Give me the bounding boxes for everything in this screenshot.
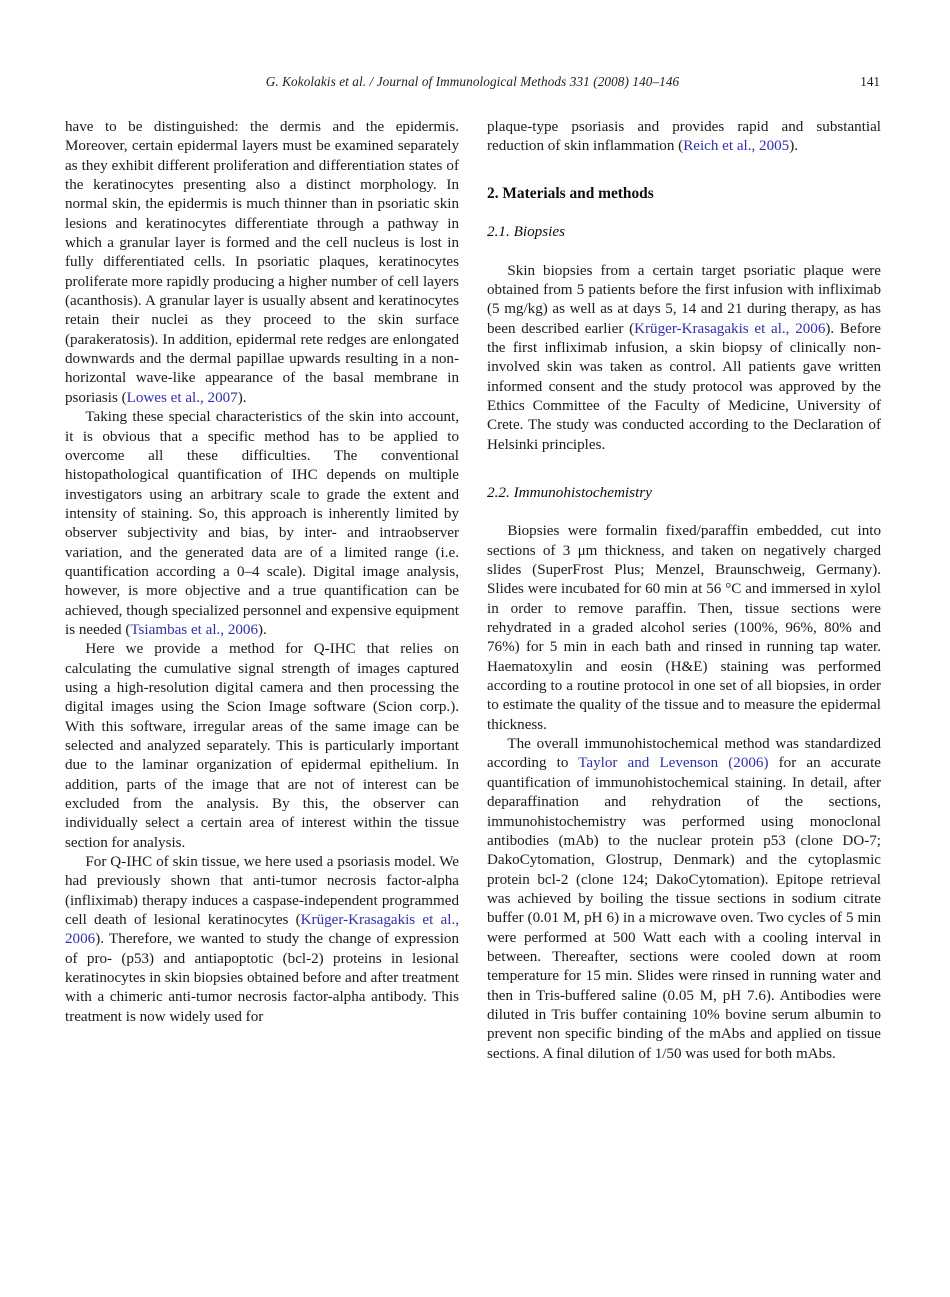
citation-link[interactable]: Tsiambas et al., 2006 <box>130 621 259 638</box>
paragraph-p-biopsies-formalin: Biopsies were formalin fixed/paraffin embedded, cut into sections of 3 μm thickness, and taken on negatively charged slides (SuperFrost Plus; Menzel, Braunschweig, Germany). Slides were incubated for 60 min at 56 °C and immersed in xylol in order to remove paraffin. Then, tissue sections were rehydrated in a graded alcohol series (100%, 96%, 80% and 76%) for 5 min in each bath and rinsed in running tap water. Haematoxylin and eosin (H&E) staining was performed according to a routine protocol in one set of all biopsies, in order to estimate the quality of the tissue and to measure the epidermal thickness. <box>487 523 881 733</box>
citation-link[interactable]: Krüger-Krasagakis et al., 2006 <box>65 912 459 948</box>
subsection-heading-2: 2.2. Immunohistochemistry <box>487 483 652 501</box>
citation-link[interactable]: Taylor and Levenson (2006) <box>578 755 769 772</box>
right-column <box>487 118 881 1064</box>
subsection-spacer-after <box>487 242 881 262</box>
section-spacer-before <box>487 157 881 184</box>
page-number: 141 <box>860 74 880 89</box>
running-head-text: G. Kokolakis et al. / Journal of Immunological Methods 331 (2008) 140–146 <box>265 74 680 89</box>
paragraph-p-epidermis: have to be distinguished: the dermis and the epidermis. Moreover, certain epidermal layers must be examined separately as they exhibit different proliferation and differentiation states of the keratinocytes presenting also a distinct morphology. In normal skin, the epidermis is much thinner than in psoriatic skin lesions and keratinocytes differentiate through a pathway in which a granular layer is formed and the cell nucleus is lost in fully differentiated cells. In psoriatic plaques, keratinocytes proliferate more rapidly producing a higher number of cell layers (acanthosis). A granular layer is usually absent and keratinocytes retain their nuclei as they proceed to the skin surface (parakeratosis). In addition, epidermal rete redges are enlongated downwards and the dermal papillae upwards resulting in a non-horizontal wave-like appearance of the basal membrane in psoriasis (Lowes et al., 2007). <box>65 119 459 406</box>
paragraph-p-taking-characteristics: Taking these special characteristics of the skin into account, it is obvious that a specific method has to be applied to overcome all these difficulties. The conventional histopathological quantification of IHC depends on multiple investigators using an arbitrary scale to grade the extent and intensity of staining. So, this approach is inherently limited by observer subjectivity and bias, by inter- and intraobserver variation, and the generated data are of a limited range (i.e. quantification according a 0–4 scale). Digital image analysis, however, is more objective and a true quantification can be achieved, though specialized personnel and expensive equipment is needed (Tsiambas et al., 2006). <box>65 409 459 638</box>
subsection-spacer-after <box>487 502 881 522</box>
subsection-spacer-before <box>487 455 881 483</box>
paragraph-p-here-we-provide: Here we provide a method for Q-IHC that relies on calculating the cumulative signal strength of images captured using a high-resolution digital camera and then processing the digital images using the Scion Image software (Scion corp.). With this software, irregular areas of the same image can be selected and analyzed separately. This is particularly important due to the laminar organization of epidermal epithelium. In addition, parts of the image that are not of interest can be excluded from the analysis. By this, the observer can individually select a certain area of interest within the tissue section for analysis. <box>65 641 459 851</box>
section-heading-materials-and-methods: 2. Materials and methods <box>487 184 654 202</box>
section-spacer-after <box>487 203 881 222</box>
body-columns <box>65 118 881 1064</box>
citation-link[interactable]: Reich et al., 2005 <box>683 138 790 155</box>
subsection-heading-1: 2.1. Biopsies <box>487 223 566 241</box>
citation-link[interactable]: Krüger-Krasagakis et al., 2006 <box>634 320 826 337</box>
running-head <box>65 74 880 96</box>
paragraph-p-for-qihc-skin: For Q-IHC of skin tissue, we here used a psoriasis model. We had previously shown that anti-tumor necrosis factor-alpha (infliximab) therapy induces a caspase-independent programmed cell death of lesional keratinocytes (Krüger-Krasagakis et al., 2006). Therefore, we wanted to study the change of expression of pro- (p53) and antiapoptotic (bcl-2) proteins in lesional keratinocytes in skin biopsies obtained before and after treatment with a chimeric anti-tumor necrosis factor-alpha antibody. This treatment is now widely used for <box>65 854 459 1025</box>
citation-link[interactable]: Lowes et al., 2007 <box>126 389 238 406</box>
paragraph-p-skin-biopsies: Skin biopsies from a certain target psoriatic plaque were obtained from 5 patients before the first infusion with infliximab (5 mg/kg) as well as at days 5, 14 and 21 during therapy, as has been described earlier (Krüger-Krasagakis et al., 2006). Before the first infliximab infusion, a skin biopsy of clinically non-involved skin was taken as control. All patients gave written informed consent and the study protocol was approved by the Ethics Committee of the Faculty of Medicine, University of Crete. The study was conducted according to the Declaration of Helsinki principles. <box>487 262 881 453</box>
paragraph-p-overall-method: The overall immunohistochemical method was standardized according to Taylor and Levenson (2006) for an accurate quantification of immunohistochemical staining. In detail, after deparaffination and rehydration of the sections, immunohistochemistry was performed using monoclonal antibodies (mAb) to the nuclear protein p53 (clone DO-7; DakoCytomation, Glostrup, Denmark) and the cytoplasmic protein bcl-2 (clone 124; DakoCytomation). Epitope retrieval was achieved by boiling the tissue sections in sodium citrate buffer (0.01 M, pH 6) in a microwave oven. Two cycles of 5 min were performed at 500 Watt each with a cooling interval in between. Thereafter, sections were cooled down at room temperature for 15 min. Slides were rinsed in running water and then in Tris-buffered saline (0.05 M, pH 7.6). Antibodies were diluted in Tris buffer containing 10% bovine serum albumin to prevent non specific binding of the mAbs and applied on tissue sections. A final dilution of 1/50 was used for both mAbs. <box>487 736 881 1062</box>
paragraph-p-plaque-type: plaque-type psoriasis and provides rapid and substantial reduction of skin inflammation (Reich et al., 2005). <box>487 119 881 155</box>
left-column <box>65 118 459 1064</box>
